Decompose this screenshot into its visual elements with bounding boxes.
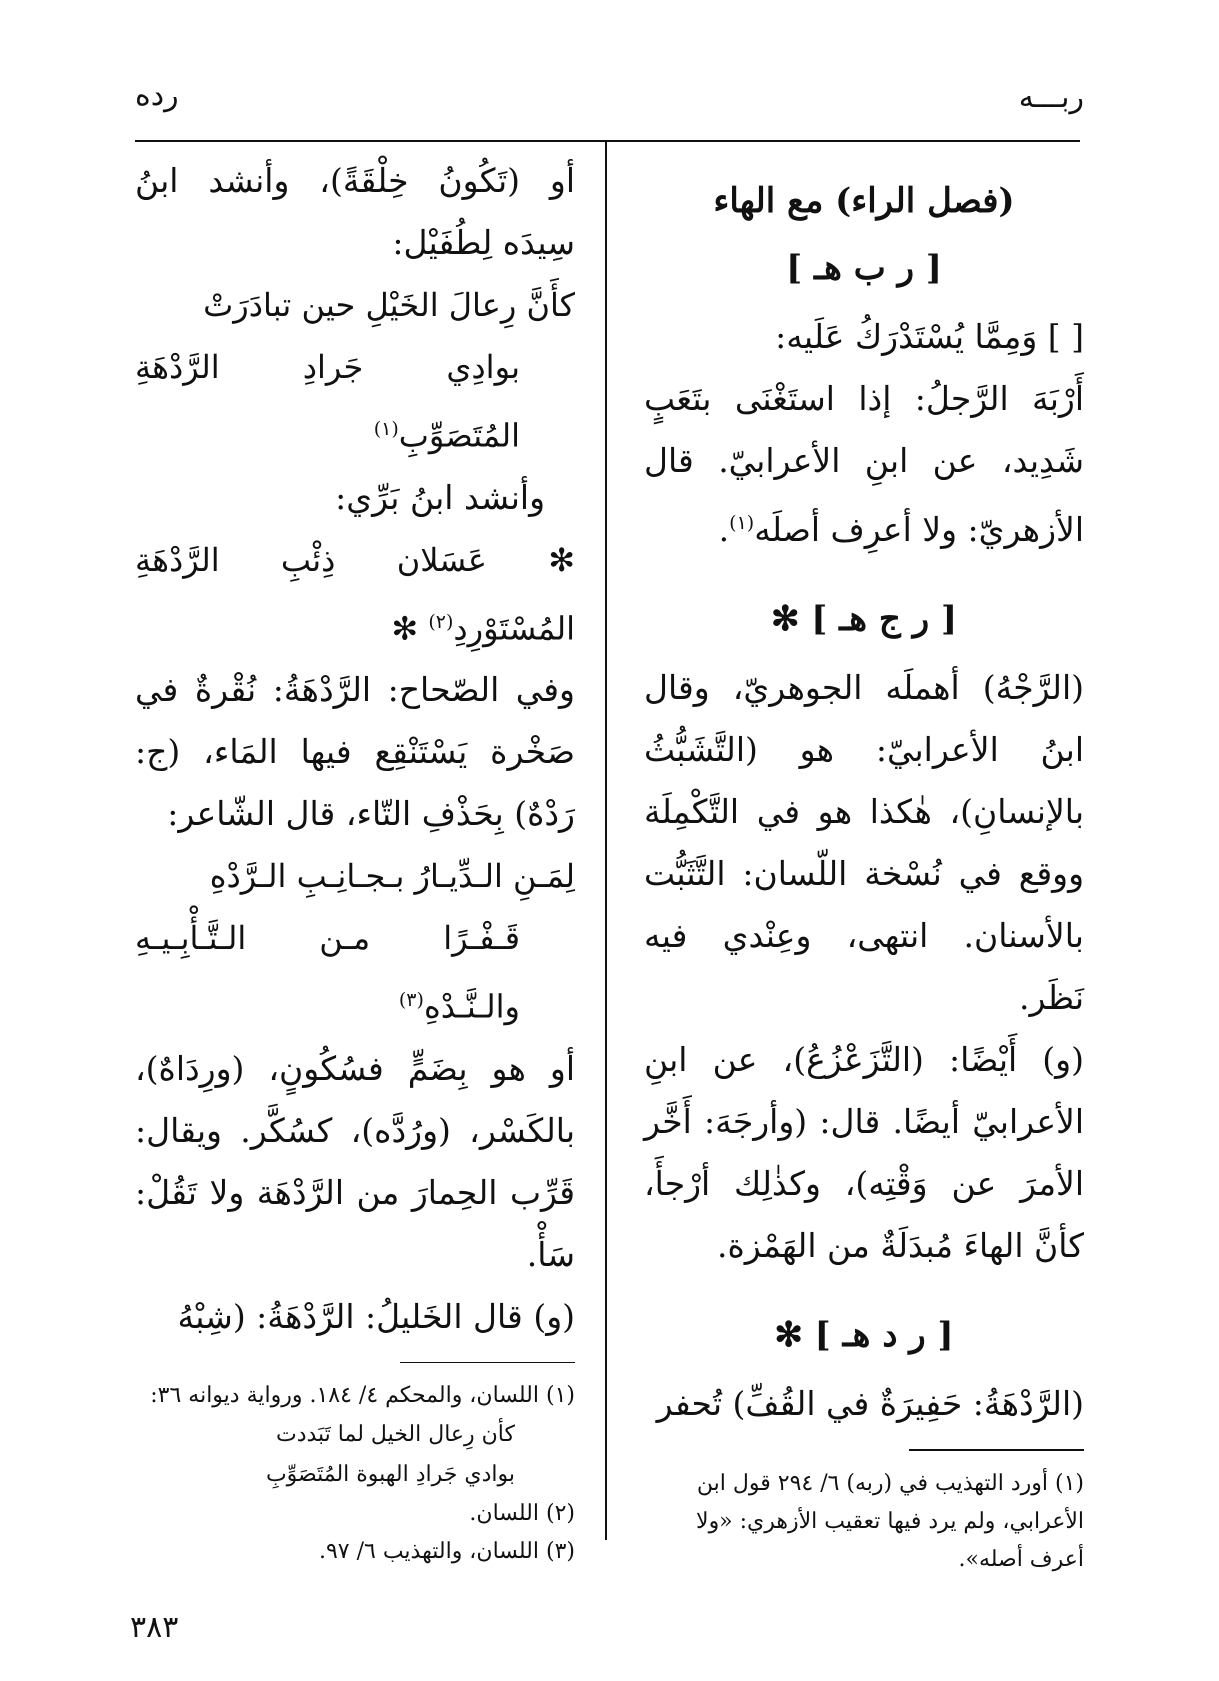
footnote-ref-2: (٢): [428, 610, 454, 633]
right-column: [644, 150, 1084, 1579]
root-heading-rjh: [ ر ج هـ ] ✻: [770, 599, 958, 639]
paragraph-rajh: (الرَّجْهُ) أهملَه الجوهريّ، وقال ابنُ الأعرابيّ: هو (التَّشَبُّثُ بالإنسانِ)، هٰكذا هو في التَّكْمِلَة ووقع في نُسْخة اللّسان: التَّثَبُّت بالأسنان. انتهى، وعِنْدي فيه نَظَر.: [644, 668, 1084, 1017]
paragraph-plural: أو هو بِضَمٍّ فسُكُونٍ، (ورِدَاهٌ)، بالكَسْر، (ورُدَّه)، كسُكَّر. ويقال: قَرِّب الحِمارَ من الرَّدْهَة ولا تَقُلْ: سَأْ.: [135, 1048, 575, 1274]
running-head-right: ربـــه: [1018, 80, 1084, 115]
footnote-rule: [400, 1362, 575, 1364]
root-heading-rdh: [ ر د هـ ] ✻: [774, 1315, 954, 1355]
verse3-second-hemistich: [135, 907, 575, 1038]
footnote-1-verse-b: بوادي جَرادِ الهبوة المُتَصَوِّبِ: [265, 1462, 515, 1488]
paragraph-arbaha-end: .: [718, 510, 730, 549]
header-rule: [135, 140, 1080, 142]
paragraph-sihah: وفي الصّحاح: الرَّدْهَةُ: نُقْرةٌ في صَخْرة يَسْتَنْقِع فيها المَاء، (ج: رَدْهٌ) بِحَذْفِ التّاء، قال الشّاعر:: [135, 670, 575, 834]
column-divider: [605, 142, 607, 1540]
footnote-3: (٣) اللسان، والتهذيب ٦/ ٩٧.: [318, 1539, 575, 1565]
verse2: [135, 529, 575, 660]
footnote-ref-3: (٣): [398, 989, 424, 1012]
paragraph-radha: (الرَّدْهَةُ: حَفِيرَةٌ في القُفِّ) تُحفر: [656, 1384, 1084, 1423]
footnote-ref-1: (١): [729, 512, 755, 534]
running-head-left: رده: [135, 78, 179, 113]
verse2-end: ✻: [391, 609, 429, 648]
verse1-first-hemistich: كأَنَّ رِعالَ الخَيْلِ حين تبادَرَتْ: [203, 286, 575, 324]
paragraph-khilqa: أو (تَكُونُ خِلْقَةً)، وأنشد ابنُ سِيدَه لِطُفَيْل:: [135, 161, 575, 262]
root-heading-rbh: [ ر ب هـ ]: [786, 248, 942, 288]
section-title: (فصل الراء) مع الهاء: [713, 181, 1015, 221]
footnote-1: (١) اللسان، والمحكم ٤/ ١٨٤. ورواية ديوانه ٣٦:: [150, 1383, 575, 1409]
page-number: ٣٨٣: [130, 1610, 179, 1645]
footnote-ref-1: (١): [373, 418, 399, 440]
footnote-1-verse-a: كأن رِعال الخيل لما تَبَددت: [275, 1422, 515, 1448]
paragraph-mustadrak: [ ] وَمِمَّا يُسْتَدْرَكُ عَلَيه:: [775, 317, 1084, 356]
paragraph-ibn-barri: وأنشد ابنُ بَرِّي:: [335, 477, 545, 517]
footnote-2: (٢) اللسان.: [469, 1501, 575, 1527]
verse1-second-hemistich: [135, 336, 575, 467]
verse2-text: ✻ عَسَلان ذِئْبِ الرَّدْهَةِ المُسْتَوْرِدِ: [135, 540, 575, 648]
paragraph-tazazu: (و) أَيْضًا: (التَّزَعْزُعُ)، عن ابنِ الأعرابيّ أيضًا. قال: (وأرجَهَ: أَخَّر الأمرَ عن وَقْتِه)، وكذٰلِك أرْجأَ، كأنَّ الهاءَ مُبدَلَةٌ من الهَمْزة.: [644, 1040, 1084, 1265]
verse3-second-text: قَـفْـرًا مـن الـتَّـأْبِـيـهِ والـنَّـدْهِ: [135, 919, 520, 1026]
verse3-first-hemistich: لِمَـنِ الـدِّيـارُ بـجـانِـبِ الـرَّدْهِ: [209, 857, 575, 896]
paragraph-arbaha-text: أَرْبَهَ الرَّجلُ: إذا استَغْنَى بتَعَبٍ شَدِيد، عن ابنِ الأعرابيّ. قال الأزهريّ: ولا أعرِف أصلَه: [644, 379, 1084, 549]
footnote-rule: [909, 1449, 1084, 1451]
footnote-1: (١) أورد التهذيب في (ربه) ٦/ ٢٩٤ قول ابن الأعرابي، ولم يرد فيها تعقيب الأزهري: «ولا أعرف أصله».: [696, 1470, 1084, 1572]
paragraph-khalil: (و) قال الخَليلُ: الرَّدْهَةُ: (شِبْهُ: [177, 1296, 575, 1336]
paragraph-arbaha: [644, 368, 1084, 561]
verse1-second-text: بوادِي جَرادِ الرَّدْهَةِ المُتَصَوِّبِ: [135, 348, 520, 455]
left-column: [135, 150, 575, 1571]
